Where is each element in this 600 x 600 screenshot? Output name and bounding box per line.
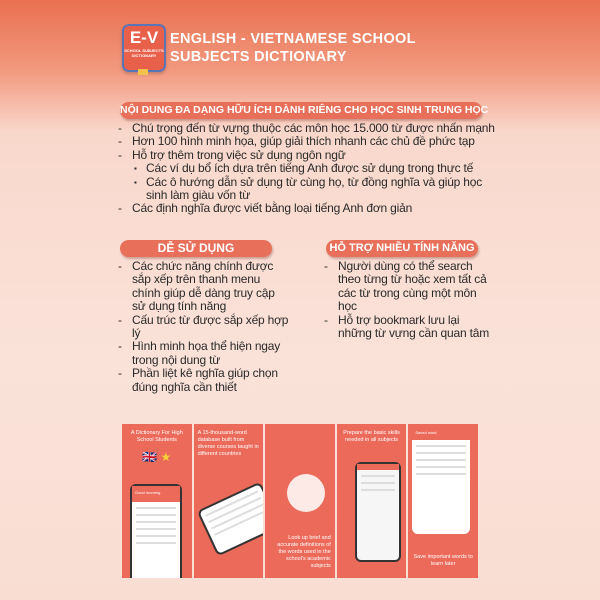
list-item: - Các định nghĩa được viết bằng loại tiếng Anh đơn giản [114,202,504,215]
logo-text: E-V [129,28,159,47]
sub-list-item: ▪ Các ví dụ bổ ích dựa trên tiếng Anh được sử dụng trong thực tế [114,162,504,175]
screenshot-panel-2 [194,424,264,578]
list-item: - Phần liệt kê nghĩa giúp chọn đúng nghĩa cần thiết [114,367,290,394]
list-item: - Các chức năng chính được sắp xếp trên thanh menu chính giúp dễ dàng truy cập sử dụng tính năng [114,260,290,314]
bookmark-ribbon-icon [138,69,148,75]
features-list [320,260,496,340]
list-item: - Cấu trúc từ được sắp xếp hợp lý [114,314,290,341]
title-line-1: ENGLISH - VIETNAMESE SCHOOL [170,31,416,47]
list-item: - Hình minh họa thể hiện ngay trong nội dung từ [114,340,290,367]
logo-subtext: SCHOOL SUBJECTS DICTIONARY [124,48,164,58]
screenshot-panel-1 [122,424,192,578]
list-item: - Hỗ trợ bookmark lưu lại những từ vựng cần quan tâm [320,314,496,341]
bookmark-speaker-icons [287,474,325,512]
list-item: - Chú trọng đến từ vựng thuộc các môn học 15.000 từ được nhấn mạnh [114,122,504,135]
section-heading-content: NỘI DUNG ĐA DẠNG HỮU ÍCH DÀNH RIÊNG CHO HỌC SINH TRUNG HỌC [120,102,482,119]
list-item: - Hỗ trợ thêm trong việc sử dụng ngôn ngữ [114,149,504,162]
phone-greeting: Good morning [132,486,180,502]
screenshot-panel-5 [408,424,478,578]
app-logo [122,24,166,72]
section-heading-features: HỖ TRỢ NHIỀU TÍNH NĂNG [326,240,478,257]
screenshot-panel-3 [265,424,335,578]
screenshot-panel-4 [337,424,407,578]
section-heading-easy-use: DỄ SỬ DỤNG [120,240,272,257]
easy-use-list [114,260,290,394]
sub-list-item: ▪ Các ô hướng dẫn sử dụng từ cùng họ, từ đồng nghĩa và giúp học sinh làm giàu vốn từ [114,176,504,203]
panel-caption: A 15-thousand-word database built from diverse courses taught in different countries [197,430,259,457]
list-item: - Người dùng có thể search theo từng từ hoặc xem tất cả các từ trong cùng một môn học [320,260,496,314]
flag-icons: 🇬🇧 ★ [142,450,172,464]
panel-caption: Save important words to learn later [413,554,473,567]
page-title [170,30,416,66]
panel-caption: A Dictionary For High School Students [130,430,183,443]
title-line-2: SUBJECTS DICTIONARY [170,49,347,65]
list-item: - Hơn 100 hình minh họa, giúp giải thích nhanh các chủ đề phức tạp [114,135,504,148]
panel-caption: Look up brief and accurate definitions of the words used in the school's academic subjects [277,535,331,569]
content-list [114,122,504,216]
app-screenshots [122,424,478,578]
panel-caption: Prepare the basic skills needed in all subjects [343,430,400,443]
phone-title: Saved word [412,426,470,440]
